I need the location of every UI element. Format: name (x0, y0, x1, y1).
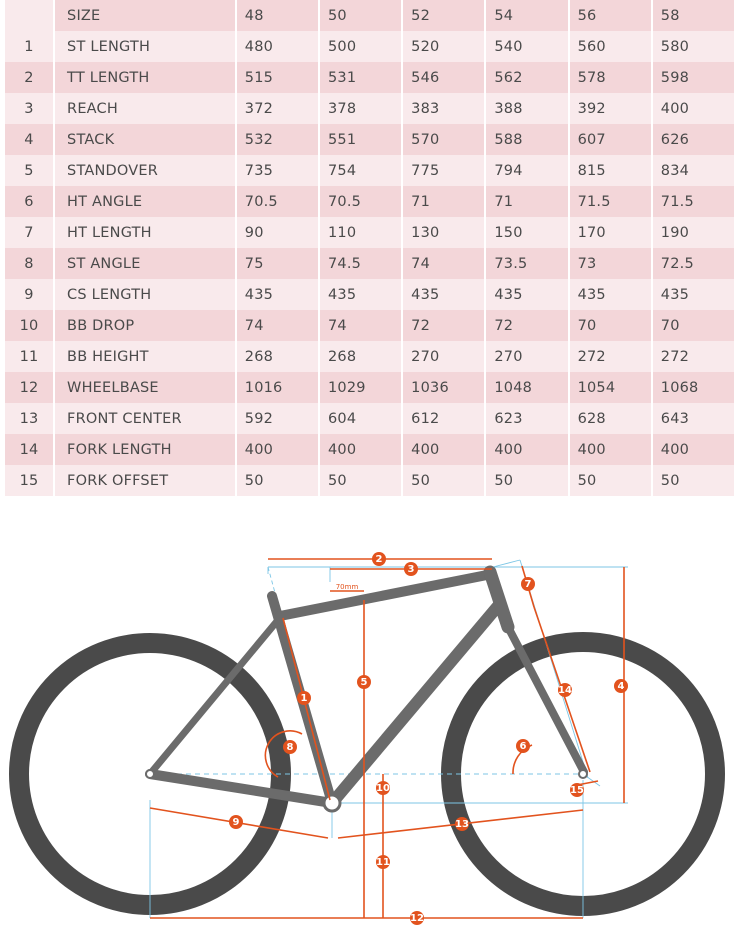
measurement-value: 70.5 (237, 186, 318, 217)
measurement-value: 400 (403, 434, 484, 465)
measurement-value: 570 (403, 124, 484, 155)
measurement-value: 435 (237, 279, 318, 310)
measurement-value: 500 (320, 31, 401, 62)
measurement-value: 435 (486, 279, 567, 310)
dimension-badge (521, 577, 535, 591)
measurement-value: 71.5 (653, 186, 734, 217)
row-number: 12 (5, 372, 53, 403)
measurement-value: 598 (653, 62, 734, 93)
measurement-value: 190 (653, 217, 734, 248)
row-number: 2 (5, 62, 53, 93)
measurement-value: 74 (237, 310, 318, 341)
measurement-value: 388 (486, 93, 567, 124)
measurement-value: 1016 (237, 372, 318, 403)
geometry-row (5, 310, 734, 341)
measurement-value: 626 (653, 124, 734, 155)
measurement-value: 515 (237, 62, 318, 93)
geometry-row (5, 155, 734, 186)
size-header-row (5, 0, 734, 31)
measurement-value: 1068 (653, 372, 734, 403)
measurement-value: 400 (653, 434, 734, 465)
svg-text:8: 8 (286, 742, 294, 753)
measurement-value: 72 (403, 310, 484, 341)
dimension-badge (283, 740, 297, 754)
measurement-label: FRONT CENTER (55, 403, 235, 434)
measurement-value: 1054 (570, 372, 651, 403)
measurement-value: 834 (653, 155, 734, 186)
svg-text:12: 12 (410, 913, 424, 924)
measurement-value: 74 (403, 248, 484, 279)
measurement-value: 546 (403, 62, 484, 93)
measurement-value: 531 (320, 62, 401, 93)
measurement-value: 50 (653, 465, 734, 496)
dimension-badge (376, 855, 390, 869)
dimension-badge (614, 679, 628, 693)
measurement-value: 1036 (403, 372, 484, 403)
measurement-value: 268 (320, 341, 401, 372)
measurement-value: 70.5 (320, 186, 401, 217)
measurement-value: 50 (570, 465, 651, 496)
svg-text:9: 9 (232, 817, 240, 828)
row-number: 5 (5, 155, 53, 186)
measurement-label: CS LENGTH (55, 279, 235, 310)
measurement-value: 170 (570, 217, 651, 248)
measurement-label: FORK OFFSET (55, 465, 235, 496)
measurement-label: STACK (55, 124, 235, 155)
geometry-row (5, 93, 734, 124)
measurement-value: 270 (486, 341, 567, 372)
geometry-row (5, 465, 734, 496)
measurement-value: 592 (237, 403, 318, 434)
svg-text:15: 15 (570, 785, 584, 796)
measurement-label: WHEELBASE (55, 372, 235, 403)
measurement-value: 735 (237, 155, 318, 186)
measurement-label: BB DROP (55, 310, 235, 341)
measurement-value: 794 (486, 155, 567, 186)
dimension-badge (297, 691, 311, 705)
svg-text:10: 10 (376, 783, 390, 794)
measurement-value: 580 (653, 31, 734, 62)
measurement-label: REACH (55, 93, 235, 124)
measurement-value: 628 (570, 403, 651, 434)
size-header-label: SIZE (55, 0, 235, 31)
chainstay (150, 774, 332, 803)
svg-text:14: 14 (558, 685, 572, 696)
row-number: 7 (5, 217, 53, 248)
standover-offset-label: 70mm (335, 583, 359, 591)
dimension-badge (372, 552, 386, 566)
measurement-value: 270 (403, 341, 484, 372)
geometry-row (5, 186, 734, 217)
svg-text:4: 4 (617, 681, 625, 692)
geometry-row (5, 248, 734, 279)
svg-text:1: 1 (300, 693, 308, 704)
geometry-row (5, 372, 734, 403)
svg-text:11: 11 (376, 857, 390, 868)
bottom-bracket (324, 795, 340, 811)
measurement-value: 50 (486, 465, 567, 496)
measurement-label: BB HEIGHT (55, 341, 235, 372)
measurement-value: 400 (237, 434, 318, 465)
measurement-value: 50 (403, 465, 484, 496)
row-number: 6 (5, 186, 53, 217)
measurement-value: 74.5 (320, 248, 401, 279)
measurement-value: 1048 (486, 372, 567, 403)
dimension-badge (404, 562, 418, 576)
measurement-value: 1029 (320, 372, 401, 403)
svg-text:13: 13 (455, 819, 469, 830)
measurement-value: 70 (653, 310, 734, 341)
measurement-value: 130 (403, 217, 484, 248)
top-tube (280, 574, 492, 616)
geometry-row (5, 279, 734, 310)
measurement-value: 623 (486, 403, 567, 434)
measurement-value: 435 (403, 279, 484, 310)
measurement-value: 435 (570, 279, 651, 310)
row-number: 8 (5, 248, 53, 279)
bike-geometry-diagram (0, 530, 736, 936)
dimension-badge (558, 683, 572, 697)
measurement-label: HT LENGTH (55, 217, 235, 248)
measurement-value: 72 (486, 310, 567, 341)
rear-axle (146, 770, 154, 778)
measurement-value: 150 (486, 217, 567, 248)
measurement-value: 372 (237, 93, 318, 124)
measurement-value: 272 (653, 341, 734, 372)
front-axle (579, 770, 587, 778)
geometry-row (5, 124, 734, 155)
measurement-value: 74 (320, 310, 401, 341)
measurement-value: 400 (320, 434, 401, 465)
measurement-value: 392 (570, 93, 651, 124)
dimension-badge (516, 739, 530, 753)
row-number: 4 (5, 124, 53, 155)
measurement-label: FORK LENGTH (55, 434, 235, 465)
row-number: 15 (5, 465, 53, 496)
measurement-value: 71 (486, 186, 567, 217)
measurement-value: 73.5 (486, 248, 567, 279)
size-header-cell: 56 (570, 0, 651, 31)
geometry-row (5, 31, 734, 62)
size-header-cell: 54 (486, 0, 567, 31)
measurement-value: 754 (320, 155, 401, 186)
measurement-label: TT LENGTH (55, 62, 235, 93)
measurement-value: 540 (486, 31, 567, 62)
row-number: 10 (5, 310, 53, 341)
measurement-value: 110 (320, 217, 401, 248)
dimension-badge (229, 815, 243, 829)
measurement-label: HT ANGLE (55, 186, 235, 217)
dimension-badge (357, 675, 371, 689)
size-header-cell: 48 (237, 0, 318, 31)
measurement-value: 75 (237, 248, 318, 279)
measurement-value: 643 (653, 403, 734, 434)
measurement-value: 383 (403, 93, 484, 124)
measurement-value: 400 (653, 93, 734, 124)
geometry-row (5, 341, 734, 372)
measurement-value: 268 (237, 341, 318, 372)
measurement-value: 378 (320, 93, 401, 124)
measurement-value: 71.5 (570, 186, 651, 217)
dimension-badge (570, 783, 584, 797)
measurement-value: 607 (570, 124, 651, 155)
bike-frame (146, 572, 587, 811)
svg-text:5: 5 (360, 677, 368, 688)
measurement-value: 50 (320, 465, 401, 496)
svg-text:2: 2 (375, 554, 383, 565)
measurement-value: 400 (570, 434, 651, 465)
row-number: 11 (5, 341, 53, 372)
measurement-value: 532 (237, 124, 318, 155)
measurement-value: 588 (486, 124, 567, 155)
measurement-value: 480 (237, 31, 318, 62)
measurement-label: ST ANGLE (55, 248, 235, 279)
measurement-value: 272 (570, 341, 651, 372)
size-header-cell: 58 (653, 0, 734, 31)
svg-text:3: 3 (407, 564, 415, 575)
geometry-table (3, 0, 736, 496)
measurement-value: 50 (237, 465, 318, 496)
measurement-value: 70 (570, 310, 651, 341)
measurement-value: 775 (403, 155, 484, 186)
svg-text:7: 7 (524, 579, 532, 590)
row-number: 1 (5, 31, 53, 62)
measurement-label: ST LENGTH (55, 31, 235, 62)
row-number: 3 (5, 93, 53, 124)
geometry-row (5, 403, 734, 434)
geometry-row (5, 434, 734, 465)
measurement-value: 604 (320, 403, 401, 434)
measurement-value: 73 (570, 248, 651, 279)
measurement-value: 435 (653, 279, 734, 310)
header-num-cell (5, 0, 53, 31)
geometry-row (5, 217, 734, 248)
row-number: 13 (5, 403, 53, 434)
measurement-value: 435 (320, 279, 401, 310)
geometry-row (5, 62, 734, 93)
row-number: 14 (5, 434, 53, 465)
measurement-value: 578 (570, 62, 651, 93)
size-header-cell: 52 (403, 0, 484, 31)
dimension-badge (455, 817, 469, 831)
dimension-badge (376, 781, 390, 795)
measurement-value: 560 (570, 31, 651, 62)
measurement-label: STANDOVER (55, 155, 235, 186)
measurement-value: 520 (403, 31, 484, 62)
size-header-cell: 50 (320, 0, 401, 31)
measurement-value: 551 (320, 124, 401, 155)
dimension-badge (410, 911, 424, 925)
measurement-value: 562 (486, 62, 567, 93)
measurement-value: 71 (403, 186, 484, 217)
row-number: 9 (5, 279, 53, 310)
measurement-value: 72.5 (653, 248, 734, 279)
svg-text:6: 6 (519, 741, 527, 752)
measurement-value: 612 (403, 403, 484, 434)
measurement-value: 815 (570, 155, 651, 186)
measurement-value: 400 (486, 434, 567, 465)
measurement-value: 90 (237, 217, 318, 248)
